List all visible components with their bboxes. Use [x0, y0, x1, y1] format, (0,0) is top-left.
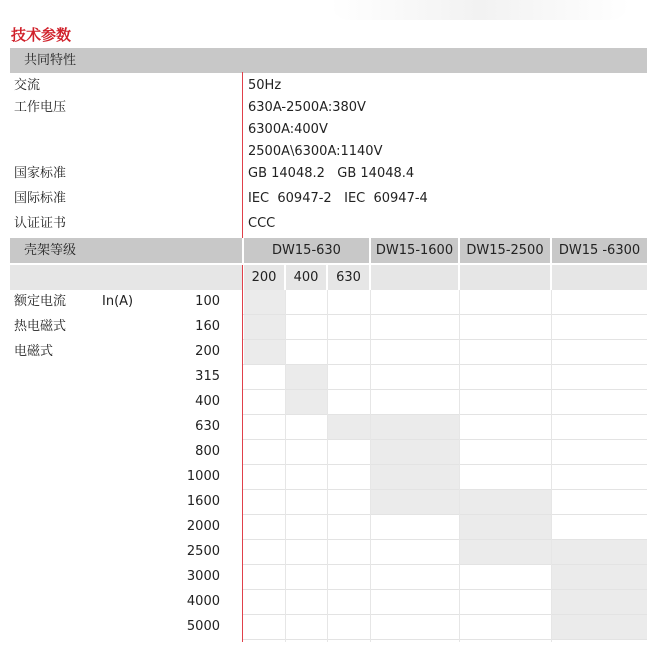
ac-label: 交流 — [14, 78, 41, 93]
top-decorative-shade — [330, 0, 630, 20]
rating-4000: 4000 — [186, 594, 220, 609]
voltage-label: 工作电压 — [14, 100, 67, 115]
row-line — [243, 564, 647, 565]
intl-standard-label: 国际标准 — [14, 191, 67, 206]
coverage-cell — [286, 365, 327, 389]
row-line — [243, 614, 647, 615]
national-standard-value: GB 14048.2 GB 14048.4 — [248, 166, 415, 181]
rating-5000: 5000 — [186, 619, 220, 634]
subheader-blank — [10, 265, 242, 290]
coverage-cell — [371, 440, 459, 464]
row-line — [243, 339, 647, 340]
coverage-cell — [371, 465, 459, 489]
thermal-magnetic-label: 热电磁式 — [14, 319, 67, 334]
certification-label: 认证证书 — [14, 216, 67, 231]
rating-630: 630 — [195, 419, 220, 434]
coverage-cell — [552, 615, 647, 639]
national-standard-label: 国家标准 — [14, 166, 67, 181]
coverage-cell — [552, 565, 647, 589]
rating-800: 800 — [195, 444, 220, 459]
coverage-cell — [552, 590, 647, 614]
common-header-band — [10, 48, 647, 73]
coverage-cell — [552, 540, 647, 564]
grid-line — [551, 290, 552, 642]
rating-2000: 2000 — [186, 519, 220, 534]
subheader-2500 — [460, 265, 550, 290]
voltage-value-2: 6300A:400V — [248, 122, 328, 137]
coverage-cell — [328, 415, 370, 439]
rating-400: 400 — [195, 394, 220, 409]
grid-line — [285, 290, 286, 642]
row-line — [243, 439, 647, 440]
coverage-cell — [460, 540, 551, 564]
row-line — [243, 364, 647, 365]
subframe-200: 200 — [244, 265, 284, 290]
subheader-6300 — [552, 265, 647, 290]
coverage-cell — [371, 490, 459, 514]
rated-current-label: 额定电流 — [14, 294, 67, 309]
row-line — [243, 539, 647, 540]
grid-line — [327, 290, 328, 642]
coverage-cell — [460, 490, 551, 514]
voltage-value-1: 630A-2500A:380V — [248, 100, 366, 115]
subheader-1600 — [371, 265, 458, 290]
page-title: 技术参数 — [11, 26, 72, 44]
row-line — [243, 639, 647, 640]
row-line — [243, 314, 647, 315]
frame-grade-label: 壳架等级 — [24, 243, 77, 258]
rating-1000: 1000 — [186, 469, 220, 484]
coverage-cell — [244, 290, 285, 314]
frequency-value: 50Hz — [248, 78, 282, 93]
certification-value: CCC — [248, 216, 276, 231]
coverage-cell — [460, 515, 551, 539]
coverage-cell — [286, 390, 327, 414]
frame-dw15-2500: DW15-2500 — [466, 243, 544, 258]
coverage-cell — [371, 415, 459, 439]
coverage-cell — [244, 340, 285, 364]
row-line — [243, 489, 647, 490]
electromagnetic-label: 电磁式 — [14, 344, 54, 359]
grid-line — [370, 290, 371, 642]
intl-standard-value: IEC 60947-2 IEC 60947-4 — [248, 191, 428, 206]
voltage-value-3: 2500A\6300A:1140V — [248, 144, 383, 159]
rating-2500: 2500 — [186, 544, 220, 559]
row-line — [243, 464, 647, 465]
frame-dw15-1600: DW15-1600 — [375, 243, 454, 258]
current-unit: In(A) — [102, 294, 134, 309]
frame-dw15-6300: DW15 -6300 — [558, 243, 641, 258]
row-line — [243, 389, 647, 390]
row-line — [243, 589, 647, 590]
rating-1600: 1600 — [186, 494, 220, 509]
row-line — [243, 414, 647, 415]
rating-100: 100 — [195, 294, 220, 309]
grid-line — [459, 290, 460, 642]
frame-dw15-630: DW15-630 — [272, 243, 341, 258]
column-divider-line — [242, 72, 243, 642]
row-line — [243, 514, 647, 515]
rating-200: 200 — [195, 344, 220, 359]
rating-160: 160 — [195, 319, 220, 334]
coverage-cell — [244, 315, 285, 339]
common-header-label: 共同特性 — [24, 53, 77, 68]
subframe-630: 630 — [328, 265, 369, 290]
rating-3000: 3000 — [186, 569, 220, 584]
rating-315: 315 — [195, 369, 220, 384]
subframe-400: 400 — [286, 265, 326, 290]
